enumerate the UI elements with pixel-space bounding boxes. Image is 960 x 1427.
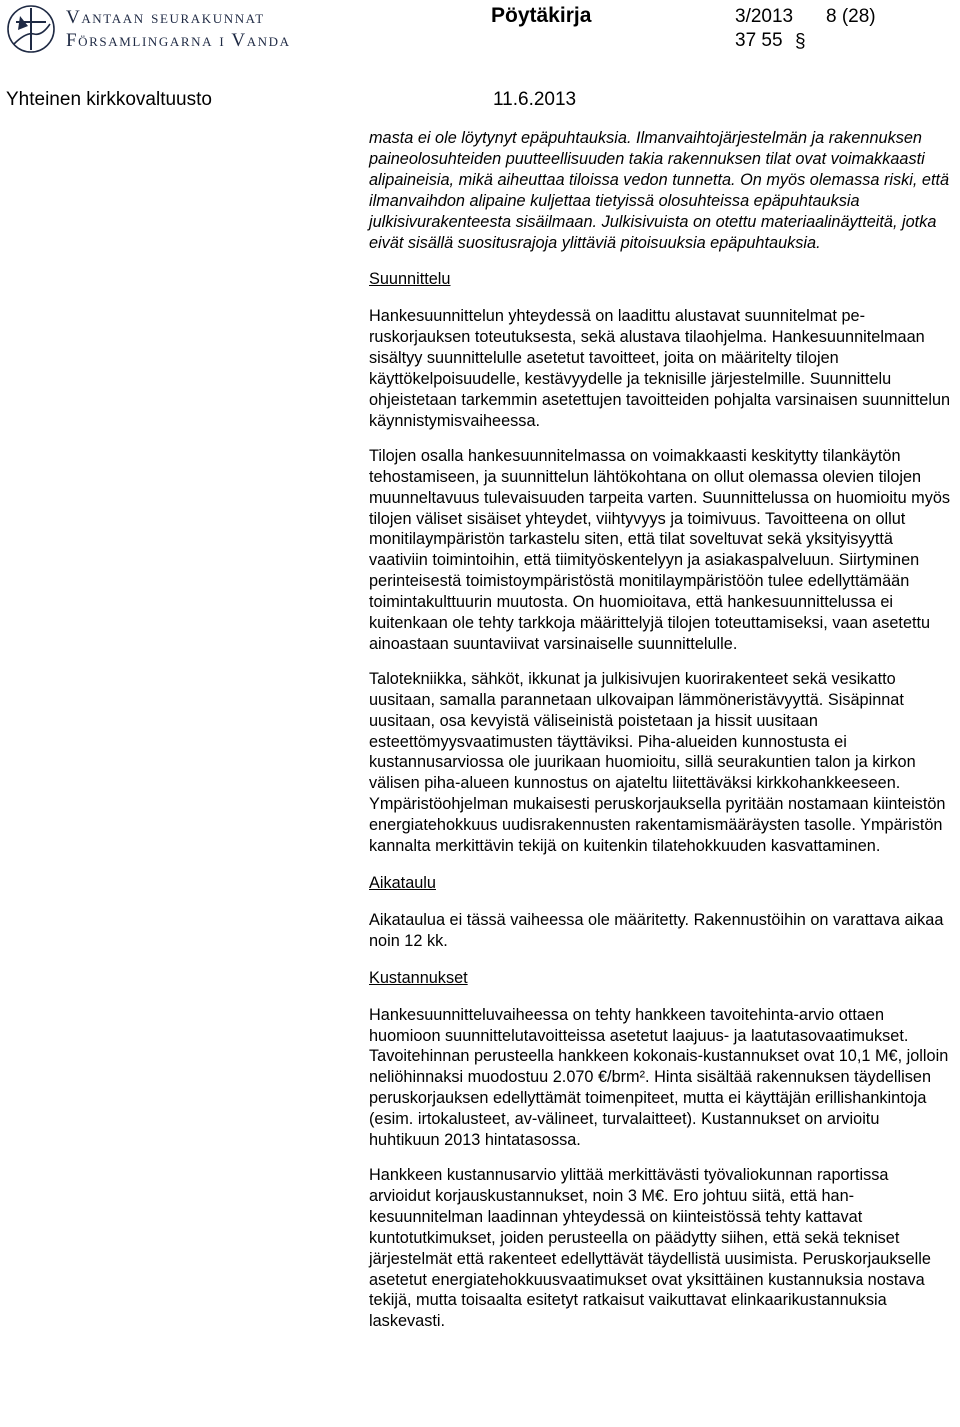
organization-name-sv: Församlingarna i Vanda [66, 30, 291, 51]
paragraph-intro: masta ei ole löytynyt epäpuhtauksia. Ilmanvaihtojärjestelmän ja rakennuksen paineolosuhteiden puutteellisuuden takia rakennuksen tilat ovat voimakkaasti alipaineisia, mikä aiheuttaa tiloissa vedon tunnetta. On myös olemassa riski, että ilmanvaihdon alipaine kuljettaa tietyissä olosuhteissa epäpuhtauksia julkisivurakenteesta sisäilmaan. Julkisivuista on otettu materiaalinäytteitä, jotka eivät sisällä suositusrajoja ylittäviä pitoisuuksia epäpuhtauksia. [369, 129, 950, 252]
meeting-date: 11.6.2013 [493, 89, 577, 110]
section-symbol: § [795, 31, 806, 52]
document-type: Pöytäkirja [491, 4, 592, 27]
paragraph-aikataulu: Aikataulua ei tässä vaiheessa ole määritetty. Rakennustöihin on varattava aikaa noin 12 kk. [369, 910, 944, 950]
paragraph-suunnittelu-1: Hankesuunnittelun yhteydessä on laadittu alustavat suunnitelmat peruskorjauksen toteutuksesta, sekä alustava tilaohjelma. Hankesuunnitelmaan sisältyy suunnittelulle asetetut tavoitteet, joita on määritelty tilojen käyttökelpoisuudelle, kestävyydelle ja teknisille järjestelmille. Suunnittelu ohjeistetaan tarkemmin asetettujen tavoitteiden pohjalta varsinaisen suunnittelun käynnistymisvaiheessa. [369, 307, 951, 430]
heading-suunnittelu: Suunnittelu [369, 270, 451, 289]
parish-logo-icon [6, 4, 56, 54]
document-body [369, 128, 952, 1332]
organization-name-fi: Vantaan seurakunnat [66, 7, 265, 28]
organization-name [66, 6, 291, 52]
section-range: 37 55 [735, 30, 783, 51]
paragraph-kustannukset-1: Hankesuunnitteluvaiheessa on tehty hankkeen tavoitehinta-arvio ottaen huomioon suunnittelutavoitteissa asetetut laajuus- ja laatutasovaatimukset. Tavoitehinnan perusteella hankkeen kokonais-kustannukset ovat 10,1 M€, jolloin neliöhinnaksi muodostuu 2.070 €/brm². Hinta sisältää rakennuksen täydellisen peruskorjauksen edellyttämät toimenpiteet, mutta ei käyttäjän erillishankintoja (esim. irtokalusteet, av-välineet, turvalaitteet). Kustannukset on arvioitu huhtikuun 2013 hintatasossa. [369, 1005, 949, 1150]
paragraph-suunnittelu-2: Tilojen osalla hankesuunnitelmassa on voimakkaasti keskitytty tilankäytön tehostamiseen, ja suunnittelun lähtökohtana on ollut olemassa olevien tilojen muunneltavuus tulevaisuuden tarpeita varten. Suunnittelussa on huomioitu myös tilojen väliset sisäiset yhteydet, viihtyvyys ja toimivuus. Tavoitteena on ollut monitilaympäristön tarkastelu siten, että tilat soveltuvat sekä yksityisyyttä vaativiin toimintoihin, että tiimityöskentelyyn ja asiakaspalveluun. Siirtyminen perinteisestä toimistoympäristöstä monitilaympäristöön tulee edellyttämään toimintakulttuurin muutosta. On huomioitava, että hankesuunnittelussa ei kuitenkaan ole tehty tarkkoja määrittelyjä tilojen toteuttamiseksi, vaan asetettu ainoastaan suuntaviivat varsinaiselle suunnittelulle. [369, 446, 951, 653]
paragraph-kustannukset-2: Hankkeen kustannusarvio ylittää merkittävästi työvaliokunnan raportissa arvioidut korjauskustannukset, noin 3 M€. Ero johtuu siitä, että hankesuunnitelman laadinnan yhteydessä on kiinteistössä tehty kattavat kuntotutkimukset, joiden perusteella on päädytty siihen, että sekä tekniset järjestelmät että rakenteet edellyttävät täydellistä uusimista. Peruskorjaukselle asetetut energiatehokkuusvaatimukset ovat yksittäinen kustannuksia nostava tekijä, mutta toisaalta esitetyt ratkaisut vaikuttavat elinkaarikustannuksia laskevasti. [369, 1165, 931, 1331]
heading-kustannukset: Kustannukset [369, 968, 468, 987]
paragraph-suunnittelu-3: Talotekniikka, sähköt, ikkunat ja julkisivujen kuorirakenteet sekä vesikatto uusitaan, samalla parannetaan ulkovaipan lämmöneristävyyttä. Sisäpinnat uusitaan, osa kevyistä väliseinistä poistetaan ja hissit uusitaan esteettömyysvaatimusten täyttäviksi. Piha-alueiden kunnostusta ei kustannusarviossa ole juurikaan huomioitu, sillä seurakuntien talon ja kirkon välisen piha-alueen kunnostus on ajateltu liitettäväksi kirkkohankkeeseen. Ympäristöohjelman mukaisesti peruskorjauksella pyritään nostamaan kiinteistön energiatehokkuus uudisrakennusten rakentamismääräysten tasolle. Ympäristön kannalta merkittävin tekijä on kuitenkin tilatehokkuuden kasvattaminen. [369, 669, 946, 856]
page-number: 8 (28) [826, 6, 876, 27]
governing-body: Yhteinen kirkkovaltuusto [6, 89, 212, 110]
heading-aikataulu: Aikataulu [369, 874, 436, 892]
page-header [0, 0, 960, 120]
document-number: 3/2013 [735, 6, 794, 27]
